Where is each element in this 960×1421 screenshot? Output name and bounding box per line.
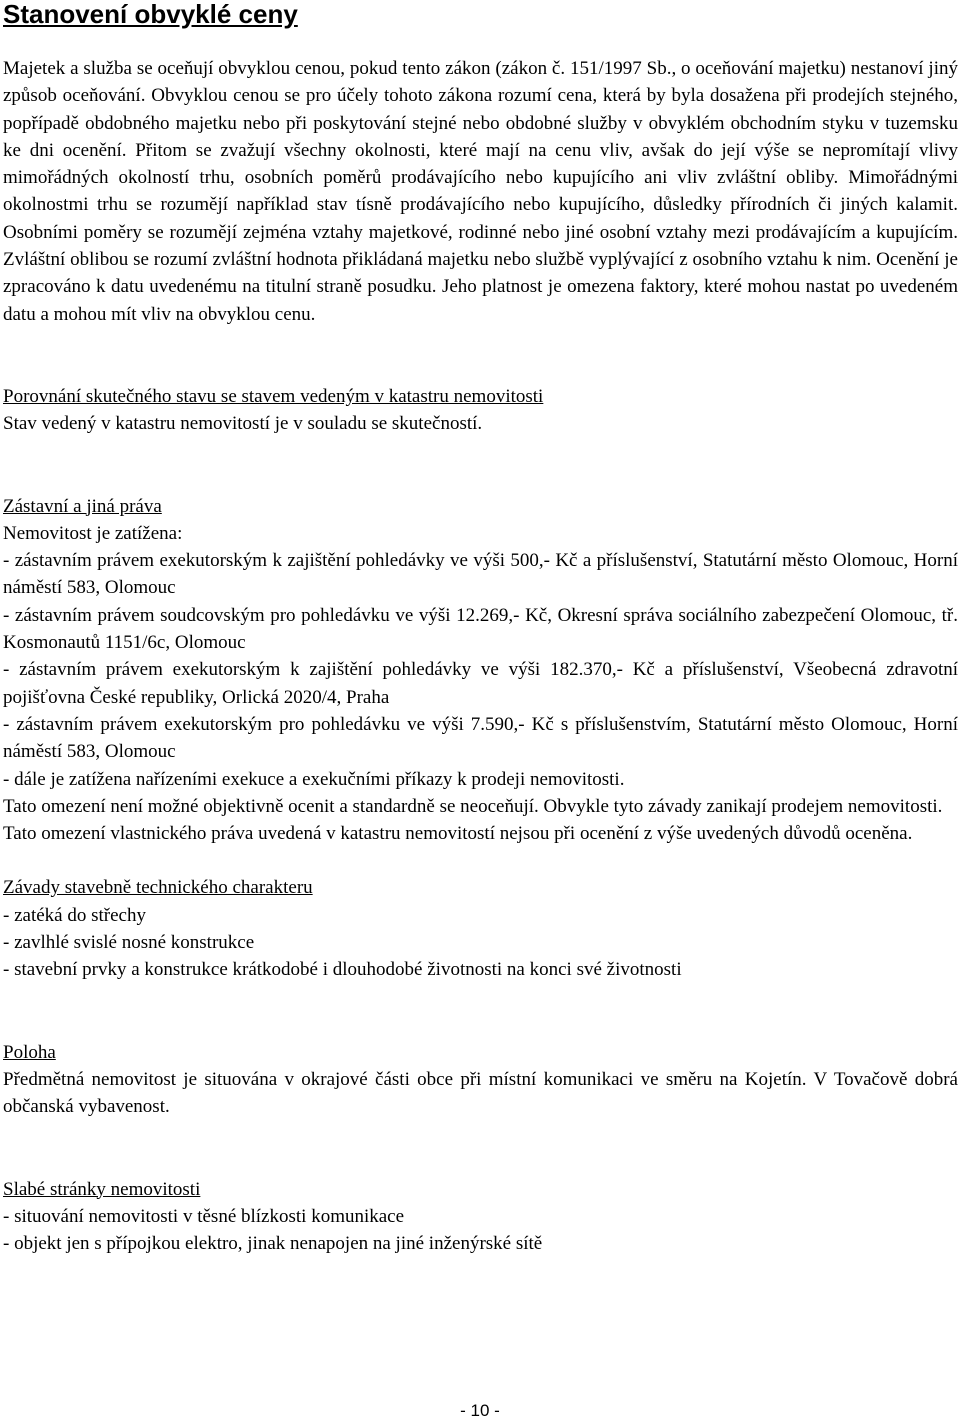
defect-item: - zavlhlé svislé nosné konstrukce — [3, 932, 255, 954]
lien-item: - zástavním právem exekutorským pro pohledávku ve výši 7.590,- Kč s příslušenstvím, Statutární město Olomouc, Horní náměstí 583, Olomouc — [3, 713, 958, 763]
defect-item: - stavební prvky a konstrukce krátkodobé i dlouhodobé životnosti na konci své životnosti — [3, 959, 682, 981]
comparison-text: Stav vedený v katastru nemovitostí je v souladu se skutečností. — [3, 413, 483, 435]
liens-intro: Nemovitost je zatížena: — [3, 522, 183, 544]
page-number: - 10 - — [460, 1401, 500, 1420]
page-title: Stanovení obvyklé ceny — [3, 0, 298, 29]
comparison-heading: Porovnání skutečného stavu se stavem vedeným v katastru nemovitosti — [3, 385, 544, 407]
weaknesses-section — [3, 1176, 958, 1258]
defect-item: - zatéká do střechy — [3, 904, 146, 926]
liens-heading: Zástavní a jiná práva — [3, 495, 162, 517]
defects-section — [3, 874, 958, 983]
weakness-item: - situování nemovitosti v těsné blízkosti komunikace — [3, 1205, 405, 1227]
comparison-section — [3, 383, 958, 438]
document-page — [3, 0, 958, 1257]
defects-heading: Závady stavebně technického charakteru — [3, 877, 313, 899]
liens-note: Tato omezení vlastnického práva uvedená v katastru nemovitostí nejsou při ocenění z výše uvedených důvodů oceněna. — [3, 823, 913, 845]
location-section — [3, 1039, 958, 1121]
liens-note: Tato omezení není možné objektivně ocenit a standardně se neoceňují. Obvykle tyto závady zanikají prodejem nemovitosti. — [3, 795, 943, 817]
lien-item: - zástavním právem soudcovským pro pohledávku ve výši 12.269,- Kč, Okresní správa sociálního zabezpečení Olomouc, tř. Kosmonautů 1151/6c, Olomouc — [3, 604, 958, 654]
intro-paragraph: Majetek a služba se oceňují obvyklou cenou, pokud tento zákon (zákon č. 151/1997 Sb., o oceňování majetku) nestanoví jiný způsob oceňování. Obvyklou cenou se pro účely tohoto zákona rozumí cena, která by byla dosažena při prodejích stejného, popřípadě obdobného majetku nebo při poskytování stejné nebo obdobné služby v obvyklém obchodním styku v tuzemsku ke dni ocenění. Přitom se zvažují všechny okolnosti, které mají na cenu vliv, avšak do její výše se nepromítají vlivy mimořádných okolností trhu, osobních poměrů prodávajícího nebo kupujícího ani vliv zvláštní obliby. Mimořádnými okolnostmi trhu se rozumějí například stav tísně prodávajícího nebo kupujícího, důsledky přírodních či jiných kalamit. Osobními poměry se rozumějí zejména vztahy majetkové, rodinné nebo jiné osobní vztahy mezi prodávajícím a kupujícím. Zvláštní oblibou se rozumí zvláštní hodnota přikládaná majetku nebo službě vyplývající z osobního vztahu k nim. Ocenění je zpracováno k datu uvedenému na titulní straně posudku. Jeho platnost je omezena faktory, které mohou nastat po uvedeném datu a mohou mít vliv na obvyklou cenu. — [3, 58, 958, 325]
location-heading: Poloha — [3, 1041, 56, 1063]
liens-section — [3, 493, 958, 848]
location-text: Předmětná nemovitost je situována v okrajové části obce při místní komunikaci ve směru na Kojetín. V Tovačově dobrá občanská vybavenost. — [3, 1068, 958, 1118]
lien-item: - zástavním právem exekutorským k zajištění pohledávky ve výši 182.370,- Kč a příslušenství, Všeobecná zdravotní pojišťovna České republiky, Orlická 2020/4, Praha — [3, 659, 958, 708]
weaknesses-heading: Slabé stránky nemovitosti — [3, 1178, 201, 1200]
lien-item: - zástavním právem exekutorským k zajištění pohledávky ve výši 500,- Kč a příslušenství, Statutární město Olomouc, Horní náměstí 583, Olomouc — [3, 550, 958, 599]
lien-item: - dále je zatížena nařízeními exekuce a exekučními příkazy k prodeji nemovitosti. — [3, 768, 625, 790]
weakness-item: - objekt jen s přípojkou elektro, jinak nenapojen na jiné inženýrské sítě — [3, 1233, 543, 1255]
